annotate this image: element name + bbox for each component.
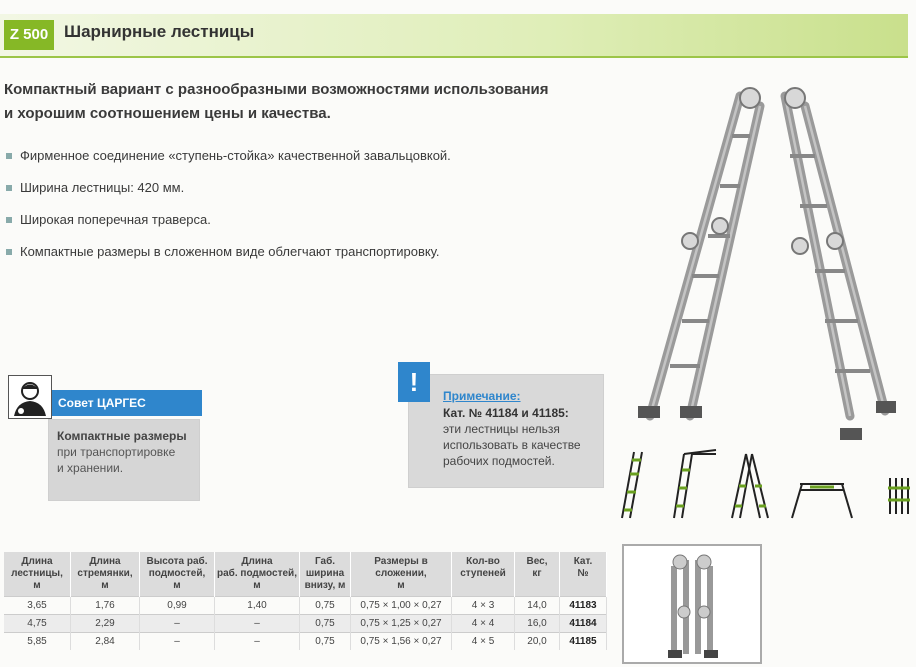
table-cell: 0,99 bbox=[140, 597, 215, 615]
series-badge: Z 500 bbox=[4, 20, 54, 50]
page-title: Шарнирные лестницы bbox=[64, 22, 255, 41]
note-line-2: эти лестницы нельзя bbox=[443, 422, 560, 436]
table-cell: – bbox=[140, 615, 215, 633]
col-header: Габ. ширина внизу, м bbox=[300, 552, 351, 597]
col-header: Размеры в сложении, м bbox=[351, 552, 452, 597]
table-cell: 2,29 bbox=[71, 615, 140, 633]
exclamation-icon: ! bbox=[398, 362, 430, 402]
ladder-configurations bbox=[612, 444, 912, 524]
bullet-icon bbox=[6, 153, 12, 159]
table-cell: 14,0 bbox=[515, 597, 560, 615]
table-cell: 1,76 bbox=[71, 597, 140, 615]
table-cell: 5,85 bbox=[4, 633, 71, 651]
feature-item: Ширина лестницы: 420 мм. bbox=[4, 178, 451, 210]
col-header: Кат. № bbox=[560, 552, 607, 597]
table-cell: 41185 bbox=[560, 633, 607, 651]
bullet-icon bbox=[6, 185, 12, 191]
table-cell: – bbox=[215, 615, 300, 633]
a-frame-ladder-icon bbox=[732, 454, 768, 518]
col-header: Длина стремянки, м bbox=[71, 552, 140, 597]
table-cell: 0,75 × 1,25 × 0,27 bbox=[351, 615, 452, 633]
table-cell: 2,84 bbox=[71, 633, 140, 651]
note-body bbox=[408, 374, 604, 488]
advice-title: Совет ЦАРГЕС bbox=[52, 390, 202, 416]
folded-ladder-photo bbox=[622, 544, 762, 664]
advice-line-3: и хранении. bbox=[57, 461, 124, 475]
table-row bbox=[4, 597, 607, 615]
note-line-3: использовать в качестве bbox=[443, 438, 581, 452]
lead-line-1: Компактный вариант с разнообразными возможностями использования bbox=[4, 81, 549, 98]
table-cell: 41183 bbox=[560, 597, 607, 615]
lead-text bbox=[4, 78, 604, 126]
col-header: Длина раб. подмостей, м bbox=[215, 552, 300, 597]
bullet-icon bbox=[6, 217, 12, 223]
table-cell: 4 × 5 bbox=[452, 633, 515, 651]
ladder-product-image bbox=[620, 76, 900, 456]
lead-line-2: и хорошим соотношением цены и качества. bbox=[4, 105, 331, 122]
leaning-ladder-icon bbox=[674, 450, 716, 518]
col-header: Вес, кг bbox=[515, 552, 560, 597]
table-cell: 16,0 bbox=[515, 615, 560, 633]
col-header: Высота раб. подмостей, м bbox=[140, 552, 215, 597]
table-cell: 4,75 bbox=[4, 615, 71, 633]
feature-list bbox=[4, 146, 451, 274]
table-cell: 41184 bbox=[560, 615, 607, 633]
advisor-avatar-icon bbox=[8, 375, 52, 419]
bullet-icon bbox=[6, 249, 12, 255]
table-cell: 0,75 bbox=[300, 633, 351, 651]
table-cell: 0,75 × 1,56 × 0,27 bbox=[351, 633, 452, 651]
table-cell: 4 × 3 bbox=[452, 597, 515, 615]
feature-item: Широкая поперечная траверса. bbox=[4, 210, 451, 242]
table-cell: 4 × 4 bbox=[452, 615, 515, 633]
note-line-4: рабочих подмостей. bbox=[443, 454, 555, 468]
table-cell: 1,40 bbox=[215, 597, 300, 615]
feature-item: Фирменное соединение «ступень-стойка» качественной завальцовкой. bbox=[4, 146, 451, 178]
table-row bbox=[4, 615, 607, 633]
col-header: Кол-во ступеней bbox=[452, 552, 515, 597]
straight-ladder-icon bbox=[622, 452, 642, 518]
table-row bbox=[4, 633, 607, 651]
table-cell: 0,75 × 1,00 × 0,27 bbox=[351, 597, 452, 615]
table-cell: 0,75 bbox=[300, 597, 351, 615]
table-cell: – bbox=[140, 633, 215, 651]
col-header: Длина лестницы, м bbox=[4, 552, 71, 597]
note-title: Примечание: bbox=[443, 389, 521, 403]
scaffold-icon bbox=[792, 484, 852, 518]
table-cell: 20,0 bbox=[515, 633, 560, 651]
table-cell: 0,75 bbox=[300, 615, 351, 633]
feature-item: Компактные размеры в сложенном виде облегчают транспортировку. bbox=[4, 242, 451, 274]
folded-ladder-icon bbox=[890, 478, 908, 514]
advice-body bbox=[48, 419, 200, 501]
table-cell: 3,65 bbox=[4, 597, 71, 615]
specs-table bbox=[4, 552, 607, 650]
advice-line-1: Компактные размеры bbox=[57, 429, 187, 443]
note-line-1: Кат. № 41184 и 41185: bbox=[443, 406, 569, 420]
advice-line-2: при транспортировке bbox=[57, 445, 176, 459]
table-cell: – bbox=[215, 633, 300, 651]
table-header-row bbox=[4, 552, 607, 597]
